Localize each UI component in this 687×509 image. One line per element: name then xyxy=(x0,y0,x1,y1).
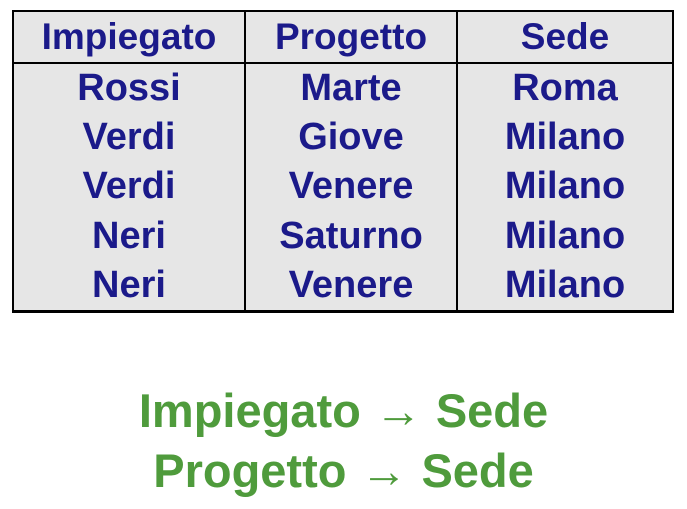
cell-sede: Milano xyxy=(457,113,673,162)
table-row xyxy=(13,261,673,312)
table-header-row xyxy=(13,11,673,63)
header-sede: Sede xyxy=(457,11,673,63)
dependency-rhs: Sede xyxy=(421,444,534,497)
dependency-impiegato-sede xyxy=(0,381,687,441)
cell-impiegato: Rossi xyxy=(13,63,245,113)
cell-sede: Milano xyxy=(457,162,673,211)
right-arrow-icon: → xyxy=(374,384,422,437)
header-impiegato: Impiegato xyxy=(13,11,245,63)
cell-progetto: Saturno xyxy=(245,212,457,261)
relation-table xyxy=(12,10,674,313)
cell-progetto: Venere xyxy=(245,162,457,211)
cell-impiegato: Neri xyxy=(13,212,245,261)
table-row xyxy=(13,63,673,113)
cell-progetto: Marte xyxy=(245,63,457,113)
cell-impiegato: Verdi xyxy=(13,113,245,162)
dependency-lhs: Impiegato xyxy=(138,384,361,437)
cell-progetto: Venere xyxy=(245,261,457,312)
cell-impiegato: Neri xyxy=(13,261,245,312)
cell-impiegato: Verdi xyxy=(13,162,245,211)
functional-dependencies xyxy=(0,381,687,501)
table-row xyxy=(13,162,673,211)
cell-sede: Roma xyxy=(457,63,673,113)
dependency-rhs: Sede xyxy=(435,384,549,437)
table-row xyxy=(13,212,673,261)
cell-sede: Milano xyxy=(457,261,673,312)
cell-sede: Milano xyxy=(457,212,673,261)
right-arrow-icon: → xyxy=(360,444,408,497)
cell-progetto: Giove xyxy=(245,113,457,162)
dependency-lhs: Progetto xyxy=(153,444,347,497)
table-row xyxy=(13,113,673,162)
dependency-progetto-sede xyxy=(0,441,687,501)
header-progetto: Progetto xyxy=(245,11,457,63)
